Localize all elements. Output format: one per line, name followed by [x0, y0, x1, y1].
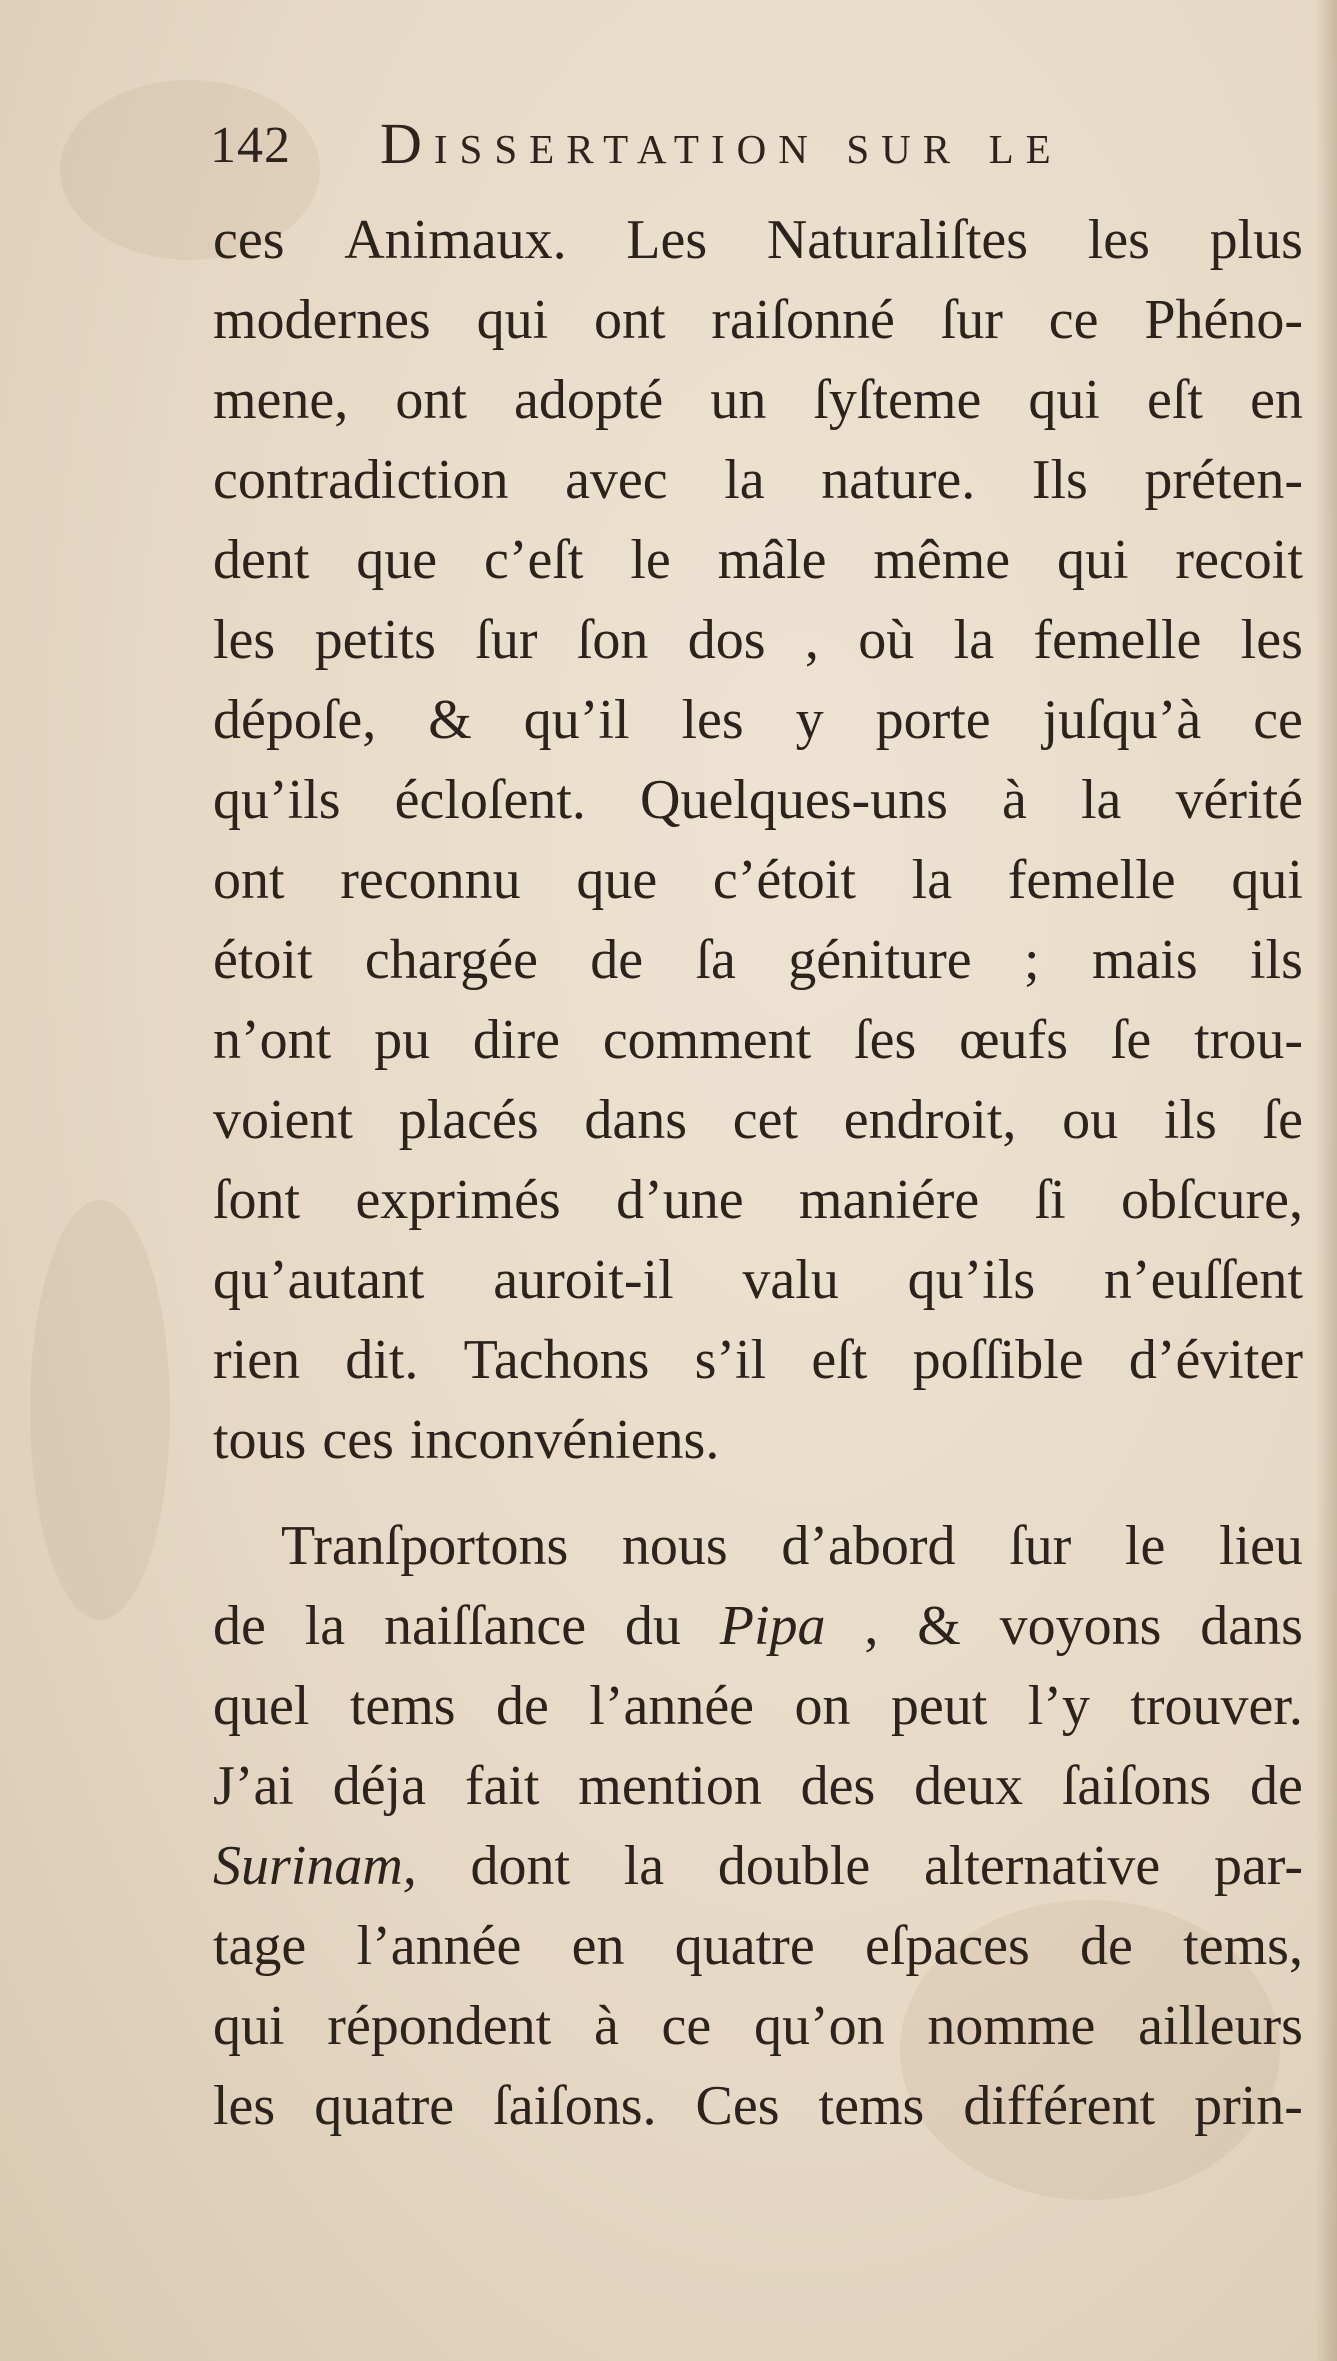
text-line: ſont exprimés d’une maniére ſi obſcure,	[213, 1169, 1303, 1231]
text-line: de la naiſſance du Pipa , & voyons dans	[213, 1595, 1303, 1657]
text-line: mene, ont adopté un ſyſteme qui eſt en	[213, 369, 1303, 431]
running-header	[210, 110, 1210, 180]
page-number: 142	[210, 117, 291, 174]
text-line: tage l’année en quatre eſpaces de tems,	[213, 1915, 1303, 1977]
running-title: Dissertation sur le	[380, 111, 1063, 176]
text-line: voient placés dans cet endroit, ou ils ſe	[213, 1089, 1303, 1151]
text-line: quel tems de l’année on peut l’y trouver.	[213, 1675, 1303, 1737]
body-text	[213, 200, 1303, 2146]
page-edge-shadow	[1315, 0, 1337, 2361]
text-line: tous ces inconvéniens.	[213, 1409, 720, 1471]
text-line: ont reconnu que c’étoit la femelle qui	[213, 849, 1303, 911]
paper-stain	[30, 1200, 170, 1620]
text-line: qu’autant auroit-il valu qu’ils n’euſſent	[213, 1249, 1303, 1311]
text-line: étoit chargée de ſa géniture ; mais ils	[213, 929, 1303, 991]
text-line: modernes qui ont raiſonné ſur ce Phéno-	[213, 289, 1303, 351]
text-line: dent que c’eſt le mâle même qui recoit	[213, 529, 1303, 591]
text-line: Tranſportons nous d’abord ſur le lieu	[281, 1515, 1303, 1577]
text-line: qu’ils écloſent. Quelques-uns à la vérité	[213, 769, 1303, 831]
text-line: dépoſe, & qu’il les y porte juſqu’à ce	[213, 689, 1303, 751]
text-line: les quatre ſaiſons. Ces tems différent prin-	[213, 2075, 1303, 2137]
text-line: n’ont pu dire comment ſes œufs ſe trou-	[213, 1009, 1303, 1071]
text-line: les petits ſur ſon dos , où la femelle les	[213, 609, 1303, 671]
text-line: qui répondent à ce qu’on nomme ailleurs	[213, 1995, 1303, 2057]
text-line: J’ai déja fait mention des deux ſaiſons de	[213, 1755, 1303, 1817]
text-line: rien dit. Tachons s’il eſt poſſible d’éviter	[213, 1329, 1303, 1391]
text-line: ces Animaux. Les Naturaliſtes les plus	[213, 209, 1303, 271]
text-line: Surinam, dont la double alternative par-	[213, 1835, 1303, 1897]
paragraph-gap	[213, 1480, 1303, 1506]
text-line: contradiction avec la nature. Ils préten-	[213, 449, 1303, 511]
